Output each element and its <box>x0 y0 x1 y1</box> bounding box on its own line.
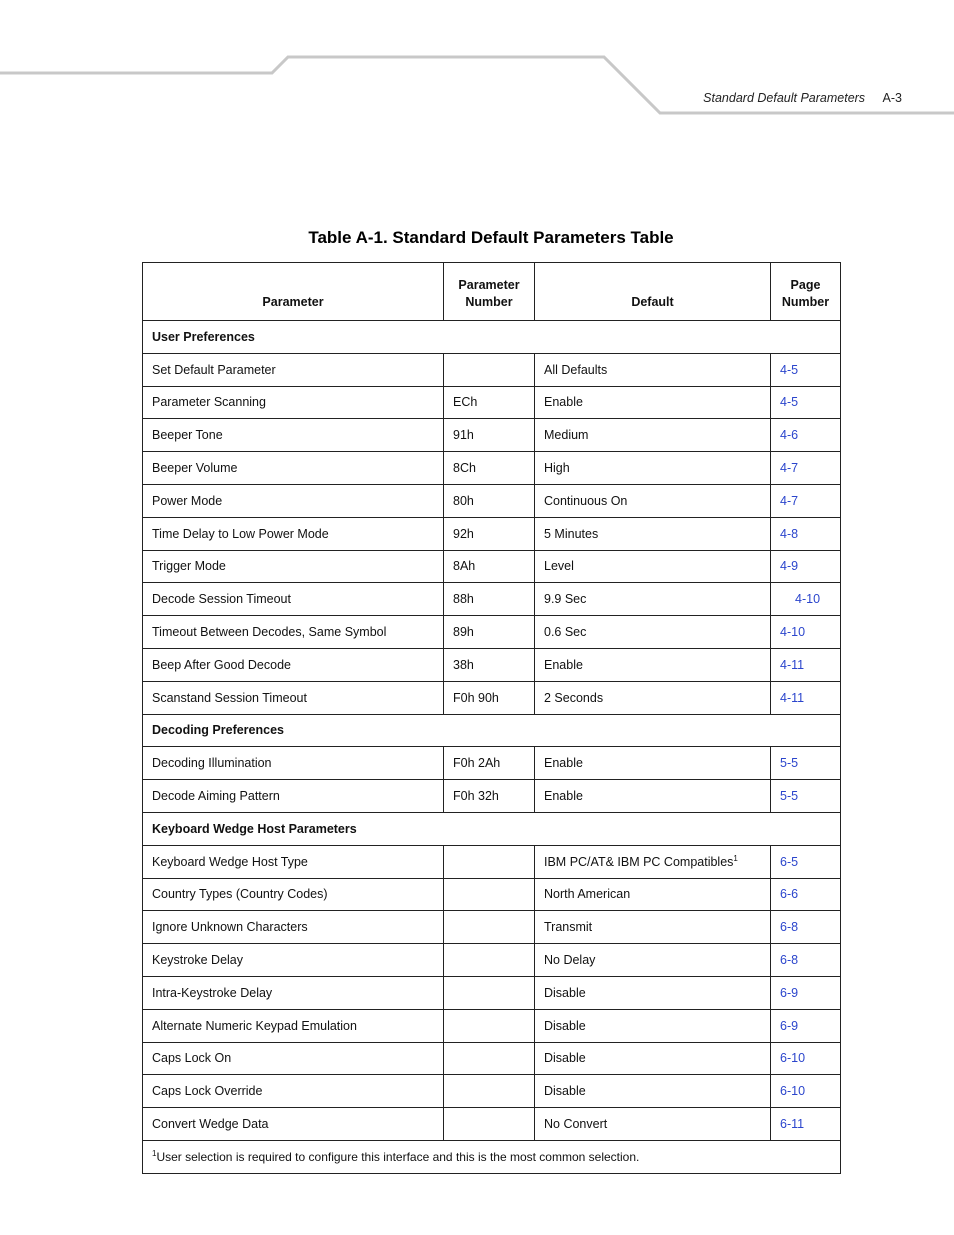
parameter-number-cell: 8Ah <box>444 550 535 583</box>
default-value: 9.9 Sec <box>544 592 587 607</box>
parameter-cell: Caps Lock Override <box>143 1075 444 1108</box>
parameter-cell: Intra-Keystroke Delay <box>143 976 444 1009</box>
table-row <box>143 386 841 419</box>
parameter-number-cell: 89h <box>444 616 535 649</box>
default-cell <box>535 386 771 419</box>
page-number-cell <box>771 353 841 386</box>
default-value: Level <box>544 559 574 574</box>
parameter-number-cell: F0h 2Ah <box>444 747 535 780</box>
default-value: Disable <box>544 985 586 1000</box>
section-row <box>143 812 841 845</box>
parameter-cell: Decoding Illumination <box>143 747 444 780</box>
parameter-number-cell <box>444 845 535 878</box>
page-number-cell <box>771 1042 841 1075</box>
column-header-parameter: Parameter <box>143 263 444 321</box>
parameter-cell: Country Types (Country Codes) <box>143 878 444 911</box>
parameter-number-cell: ECh <box>444 386 535 419</box>
default-value: IBM PC/AT& IBM PC Compatibles <box>544 855 734 870</box>
table-row <box>143 616 841 649</box>
default-value: All Defaults <box>544 362 608 377</box>
parameter-cell: Alternate Numeric Keypad Emulation <box>143 1009 444 1042</box>
page-link[interactable]: 6-5 <box>780 854 799 869</box>
default-cell <box>535 452 771 485</box>
parameter-cell: Beeper Volume <box>143 452 444 485</box>
page-link[interactable]: 4-10 <box>780 625 806 640</box>
parameter-cell: Keystroke Delay <box>143 944 444 977</box>
default-value: North American <box>544 887 631 902</box>
parameter-number-cell <box>444 944 535 977</box>
default-cell <box>535 583 771 616</box>
footnote-marker: 1 <box>152 1149 157 1159</box>
page-link[interactable]: 5-5 <box>780 789 799 804</box>
parameter-cell: Convert Wedge Data <box>143 1108 444 1141</box>
page-link[interactable]: 4-11 <box>780 690 805 705</box>
page-number-cell <box>771 452 841 485</box>
table-row <box>143 944 841 977</box>
page-number-cell <box>771 484 841 517</box>
default-value: 0.6 Sec <box>544 625 587 640</box>
table-row <box>143 878 841 911</box>
column-header-text: Parameter <box>458 278 520 292</box>
footnote <box>143 1140 841 1173</box>
page-number-cell <box>771 681 841 714</box>
column-header-text: Number <box>465 295 513 309</box>
parameter-number-cell: 80h <box>444 484 535 517</box>
page-link[interactable]: 4-9 <box>780 559 799 574</box>
table-row <box>143 845 841 878</box>
default-cell <box>535 484 771 517</box>
page-link[interactable]: 4-5 <box>780 395 799 410</box>
page-number-cell <box>771 1009 841 1042</box>
default-value: Enable <box>544 789 583 804</box>
page-number-cell <box>771 747 841 780</box>
parameter-cell: Caps Lock On <box>143 1042 444 1075</box>
table-row <box>143 1108 841 1141</box>
page-link[interactable]: 6-8 <box>780 920 799 935</box>
default-cell <box>535 353 771 386</box>
section-title: Decoding Preferences <box>143 714 841 747</box>
page-link[interactable]: 6-8 <box>780 953 799 968</box>
default-cell <box>535 1108 771 1141</box>
default-cell <box>535 550 771 583</box>
table-row <box>143 419 841 452</box>
default-cell <box>535 976 771 1009</box>
parameter-cell: Set Default Parameter <box>143 353 444 386</box>
default-value: Transmit <box>544 920 593 935</box>
table-row <box>143 550 841 583</box>
column-header-text: Page <box>790 278 821 292</box>
table-row <box>143 517 841 550</box>
page-number-cell <box>771 550 841 583</box>
default-value: Continuous On <box>544 493 628 508</box>
default-cell <box>535 616 771 649</box>
page-number-cell <box>771 878 841 911</box>
default-value: Enable <box>544 756 583 771</box>
parameter-number-cell <box>444 878 535 911</box>
parameter-number-cell: 8Ch <box>444 452 535 485</box>
default-cell <box>535 944 771 977</box>
page-link[interactable]: 4-7 <box>780 493 799 508</box>
page-link[interactable]: 4-8 <box>780 526 799 541</box>
running-head <box>703 91 902 105</box>
page-number: A-3 <box>882 91 902 105</box>
page-number-cell <box>771 517 841 550</box>
default-cell <box>535 780 771 813</box>
page-link[interactable]: 4-10 <box>795 592 821 607</box>
section-title: Keyboard Wedge Host Parameters <box>143 812 841 845</box>
page-number-cell <box>771 419 841 452</box>
parameter-number-cell <box>444 353 535 386</box>
default-cell <box>535 517 771 550</box>
table-row <box>143 648 841 681</box>
default-cell <box>535 911 771 944</box>
table-row <box>143 681 841 714</box>
parameter-number-cell: F0h 32h <box>444 780 535 813</box>
footnote-marker: 1 <box>733 854 738 864</box>
default-value: 2 Seconds <box>544 690 604 705</box>
table-title: Table A-1. Standard Default Parameters Table <box>308 228 674 247</box>
parameter-number-cell <box>444 1075 535 1108</box>
parameter-number-cell: 88h <box>444 583 535 616</box>
parameter-cell: Beep After Good Decode <box>143 648 444 681</box>
page-link[interactable]: 6-9 <box>780 985 799 1000</box>
page-number-cell <box>771 845 841 878</box>
parameter-number-cell <box>444 1042 535 1075</box>
default-value: Enable <box>544 395 583 410</box>
parameter-number-cell <box>444 911 535 944</box>
table-row <box>143 780 841 813</box>
default-value: High <box>544 461 570 476</box>
parameter-number-cell: F0h 90h <box>444 681 535 714</box>
page-link[interactable]: 4-5 <box>780 362 799 377</box>
default-value: No Delay <box>544 953 596 968</box>
parameter-cell: Scanstand Session Timeout <box>143 681 444 714</box>
parameter-cell: Keyboard Wedge Host Type <box>143 845 444 878</box>
page-number-cell <box>771 1075 841 1108</box>
page-number-cell <box>771 944 841 977</box>
parameter-cell: Time Delay to Low Power Mode <box>143 517 444 550</box>
table-row <box>143 976 841 1009</box>
table-row <box>143 1075 841 1108</box>
default-cell <box>535 845 771 878</box>
parameter-number-cell <box>444 1009 535 1042</box>
column-header-text: Number <box>781 295 830 309</box>
default-cell <box>535 419 771 452</box>
page-number-cell <box>771 386 841 419</box>
default-cell <box>535 1009 771 1042</box>
parameter-cell: Decode Session Timeout <box>143 583 444 616</box>
parameter-cell: Decode Aiming Pattern <box>143 780 444 813</box>
parameter-cell: Parameter Scanning <box>143 386 444 419</box>
table-header-row <box>143 263 841 321</box>
page-number-cell <box>771 1108 841 1141</box>
table-row <box>143 353 841 386</box>
default-value: Disable <box>544 1018 586 1033</box>
column-header-parameter-number <box>444 263 535 321</box>
page-number-cell <box>771 616 841 649</box>
table-row <box>143 1042 841 1075</box>
column-header-default: Default <box>535 263 771 321</box>
section-title: User Preferences <box>143 321 841 354</box>
parameter-cell: Beeper Tone <box>143 419 444 452</box>
parameter-number-cell: 91h <box>444 419 535 452</box>
table-row <box>143 484 841 517</box>
page-number-cell <box>771 648 841 681</box>
default-cell <box>535 1042 771 1075</box>
page-link[interactable]: 4-6 <box>780 428 799 443</box>
parameter-cell: Ignore Unknown Characters <box>143 911 444 944</box>
parameter-cell: Timeout Between Decodes, Same Symbol <box>143 616 444 649</box>
default-cell <box>535 648 771 681</box>
parameter-number-cell <box>444 976 535 1009</box>
table-row <box>143 1009 841 1042</box>
default-value: 5 Minutes <box>544 526 599 541</box>
section-row <box>143 321 841 354</box>
page-number-cell <box>771 780 841 813</box>
default-value: Enable <box>544 657 583 672</box>
parameter-number-cell: 38h <box>444 648 535 681</box>
page-link[interactable]: 5-5 <box>780 756 799 771</box>
page-link[interactable]: 6-11 <box>780 1117 805 1132</box>
default-cell <box>535 747 771 780</box>
page-number-cell <box>771 911 841 944</box>
footnote-text: User selection is required to configure this interface and this is the most common selection. <box>156 1150 640 1165</box>
default-cell <box>535 681 771 714</box>
table-row <box>143 583 841 616</box>
parameter-cell: Trigger Mode <box>143 550 444 583</box>
footnote-row <box>143 1140 841 1173</box>
default-value: Medium <box>544 428 589 443</box>
section-row <box>143 714 841 747</box>
page-link[interactable]: 4-7 <box>780 461 799 476</box>
table-row <box>143 911 841 944</box>
page-number-cell <box>771 583 841 616</box>
table-body <box>143 321 841 1174</box>
table-row <box>143 452 841 485</box>
default-value: No Convert <box>544 1117 608 1132</box>
page-link[interactable]: 6-10 <box>780 1051 806 1066</box>
page-number-cell <box>771 976 841 1009</box>
page-link[interactable]: 6-6 <box>780 887 799 902</box>
page-link[interactable]: 4-11 <box>780 657 805 672</box>
default-value: Disable <box>544 1051 586 1066</box>
default-cell <box>535 1075 771 1108</box>
table-row <box>143 747 841 780</box>
parameter-number-cell <box>444 1108 535 1141</box>
standard-default-parameters-table <box>142 262 841 1174</box>
default-cell <box>535 878 771 911</box>
parameter-number-cell: 92h <box>444 517 535 550</box>
running-head-title: Standard Default Parameters <box>703 91 866 105</box>
default-value: Disable <box>544 1084 586 1099</box>
page-link[interactable]: 6-10 <box>780 1084 806 1099</box>
column-header-page-number <box>771 263 841 321</box>
parameter-cell: Power Mode <box>143 484 444 517</box>
page-link[interactable]: 6-9 <box>780 1018 799 1033</box>
